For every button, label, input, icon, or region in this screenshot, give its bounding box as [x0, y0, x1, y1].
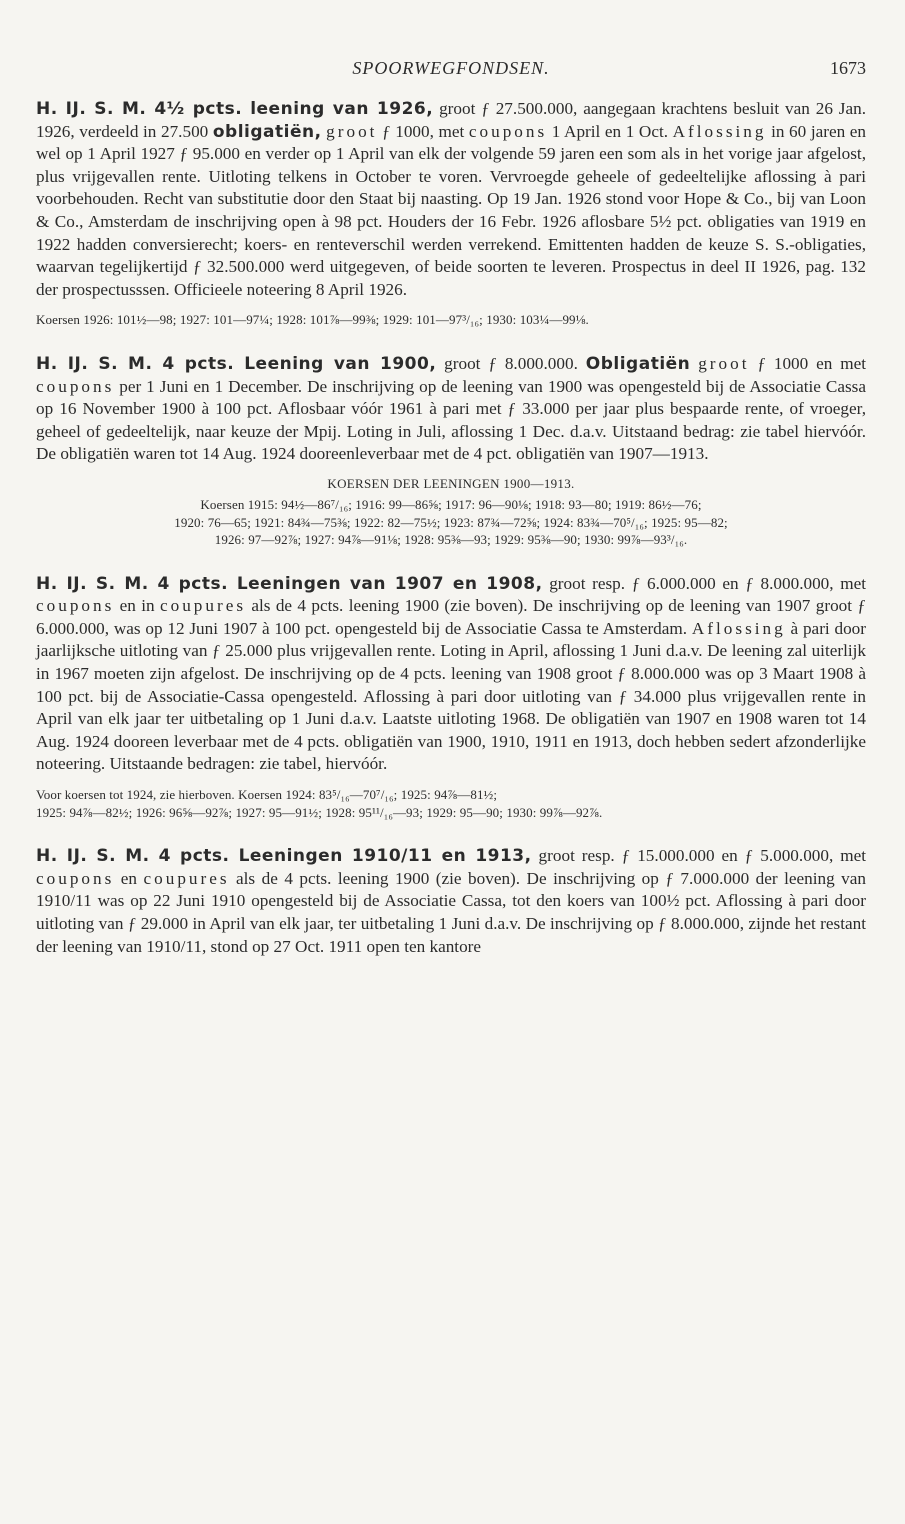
entry-hijsm-1926 [36, 98, 866, 329]
entry-text: in 60 jaren en wel op 1 April 1927 ƒ 95.000 en verder op 1 April van elk der volgende 59 jaren een som als in het vorige jaar afgelost, plus vrijgevallen rente. Uitloting telkens in October te voren. Vervroegde geheele of gedeeltelijke aflossing à pari voorbehouden. Recht van substitutie door den Staat bij naasting. Op 19 Jan. 1926 stond voor Hope & Co., bij van Loon & Co., Amsterdam de inschrijving open à 98 pct. Houders der 16 Febr. 1926 aflosbare 5½ pct. obligaties van 1919 en 1922 hadden conversierecht; koers- en renteverschil werden verrekend. Emittenten hadden de keuze S. S.-obligaties, waarvan tegelijkertijd ƒ 32.500.000 werd uitgegeven, of beide soorten te leveren. Prospectus in deel II 1926, pag. 132 der prospectusssen. Officieele noteering 8 April 1926. [36, 121, 867, 299]
running-title: SPOORWEGFONDSEN. [352, 58, 550, 78]
entry-text: en [114, 868, 144, 888]
entry-hijsm-1907-1908 [36, 573, 866, 822]
page-number: 1673 [830, 58, 866, 78]
koersen-line: Koersen 1915: 94½—86⁷/₁₆; 1916: 99—86⅝; 1917: 96—90⅛; 1918: 93—80; 1919: 86½—76; [200, 496, 702, 512]
entry-text: ƒ 1000, met [377, 121, 469, 141]
entry-paragraph [36, 353, 866, 466]
entry-paragraph [36, 573, 866, 776]
entry-hijsm-1900 [36, 353, 866, 549]
groot-word: groot [698, 353, 750, 373]
entry-heading: H. IJ. S. M. 4½ pcts. leening van 1926, [36, 99, 434, 119]
entry-heading: H. IJ. S. M. 4 pcts. Leeningen van 1907 en 1908, [36, 573, 543, 594]
entry-paragraph [36, 845, 866, 958]
coupons-word: coupons [36, 868, 115, 888]
entry-text: als de 4 pcts. leening 1900 (zie boven). De inschrijving op de leening van 1907 groot ƒ 6.000.000, was op 12 Juni 1907 à 100 pct. opengesteld bij de Associatie Cassa te Amsterdam. [36, 596, 866, 638]
entry-text: ƒ 1000 en met [749, 353, 867, 373]
aflossing-word: Aflossing [672, 121, 767, 141]
koersen-line: 1926: 97—92⅞; 1927: 94⅞—91⅛; 1928: 95⅜—93; 1929: 95⅜—90; 1930: 99⅞—93³/₁₆. [214, 532, 688, 548]
coupons-word: coupons [36, 376, 115, 396]
entry-heading: H. IJ. S. M. 4 pcts. Leeningen 1910/11 en 1913, [36, 846, 532, 867]
coupures-word: coupures [159, 596, 247, 616]
entry-text: groot ƒ 8.000.000. [436, 353, 586, 373]
coupons-word: coupons [36, 596, 115, 616]
groot-word: groot [326, 121, 378, 141]
entry-text: 1 April en 1 Oct. [547, 121, 673, 141]
page [36, 58, 866, 958]
obligatien-word: obligatiën, [212, 121, 322, 142]
koersen-line: Koersen 1926: 101½—98; 1927: 101—97¼; 1928: 101⅞—99⅜; 1929: 101—97³/₁₆; 1930: 103¼—99⅛. [36, 312, 589, 328]
entry-text: per 1 Juni en 1 December. De inschrijving op de leening van 1900 was opengesteld bij de Associatie Cassa op 16 November 1900 à 100 pct. Aflosbaar vóór 1961 à pari met ƒ 33.000 per jaar plus bespaarde rente, of vroeger, geheel of gedeeltelijk, naar keuze der Mpij. Loting in Juli, aflossing 1 Dec. d.a.v. Uitstaand bedrag: zie tabel hiervóór. De obligatiën waren tot 14 Aug. 1924 dooreenleverbaar met de 4 pct. obligatiën van 1907—1913. [36, 376, 866, 464]
entry-hijsm-1910-1913 [36, 845, 866, 958]
aflossing-word: Aflossing [691, 618, 786, 638]
entry-heading: H. IJ. S. M. 4 pcts. Leening van 1900, [36, 353, 437, 374]
coupons-word: coupons [468, 121, 548, 141]
running-header [36, 58, 866, 88]
koersen-line: Voor koersen tot 1924, zie hierboven. Koersen 1924: 83⁵/₁₆—70⁷/₁₆; 1925: 94⅞—81½; [36, 787, 498, 803]
entry-text: en in [114, 596, 160, 616]
entry-paragraph [36, 98, 866, 301]
entry-text: à pari door jaarlijksche uitloting van ƒ 25.000 plus vrijgevallen rente. Loting in April, aflossing 1 Juni d.a.v. De leening zal uiterlijk in 1967 moeten zijn afgelost. De inschrijving op de 4 pcts. leening van 1908 groot ƒ 8.000.000 was op 3 Maart 1908 à 100 pct. bij de Associatie-Cassa opengesteld. Aflossing à pari door uitloting van ƒ 34.000 plus vrijgevallen rente in April van elk jaar ter uitbetaling op 1 Juni d.a.v. Laatste uitloting 1968. De obligatiën van 1907 en 1908 waren tot 14 Aug. 1924 dooreen leverbaar met de 4 pcts. obligatiën van 1900, 1910, 1911 en 1913, doch hebben sedert afzonderlijke noteering. Uitstaande bedragen: zie tabel, hiervóór. [36, 618, 866, 774]
entry-text: groot ƒ 27.500.000, aangegaan krachtens besluit van 26 Jan. 1926, verdeeld in 27.500 [36, 99, 866, 141]
obligatien-word: Obligatiën [585, 353, 691, 374]
coupures-word: coupures [143, 868, 230, 888]
koersen-line: 1925: 94⅞—82½; 1926: 96⅝—92⅞; 1927: 95—91½; 1928: 95¹¹/₁₆—93; 1929: 95—90; 1930: 99⅞—92⅞. [36, 804, 603, 820]
koersen-line: 1920: 76—65; 1921: 84¾—75⅜; 1922: 82—75½; 1923: 87¾—72⅝; 1924: 83¾—70⁵/₁₆; 1925: 95—82; [174, 514, 728, 530]
entry-text: groot resp. ƒ 15.000.000 en ƒ 5.000.000, met [531, 846, 866, 866]
entry-text: groot resp. ƒ 6.000.000 en ƒ 8.000.000, met [542, 573, 866, 593]
entry-text: als de 4 pcts. leening 1900 (zie boven). De inschrijving op ƒ 7.000.000 der leening van 1910/11 was op 22 Juni 1910 opengesteld bij de Associatie Cassa, tot den koers van 100½ pct. Aflossing à pari door uitloting van ƒ 29.000 in April van elk jaar, ter uitbetaling 1 Juni d.a.v. De inschrijving op ƒ 8.000.000, zijnde het restant der leening van 1910/11, stond op 27 Oct. 1911 open ten kantore [36, 868, 866, 956]
koersen-subheading: KOERSEN DER LEENINGEN 1900—1913. [327, 475, 575, 491]
